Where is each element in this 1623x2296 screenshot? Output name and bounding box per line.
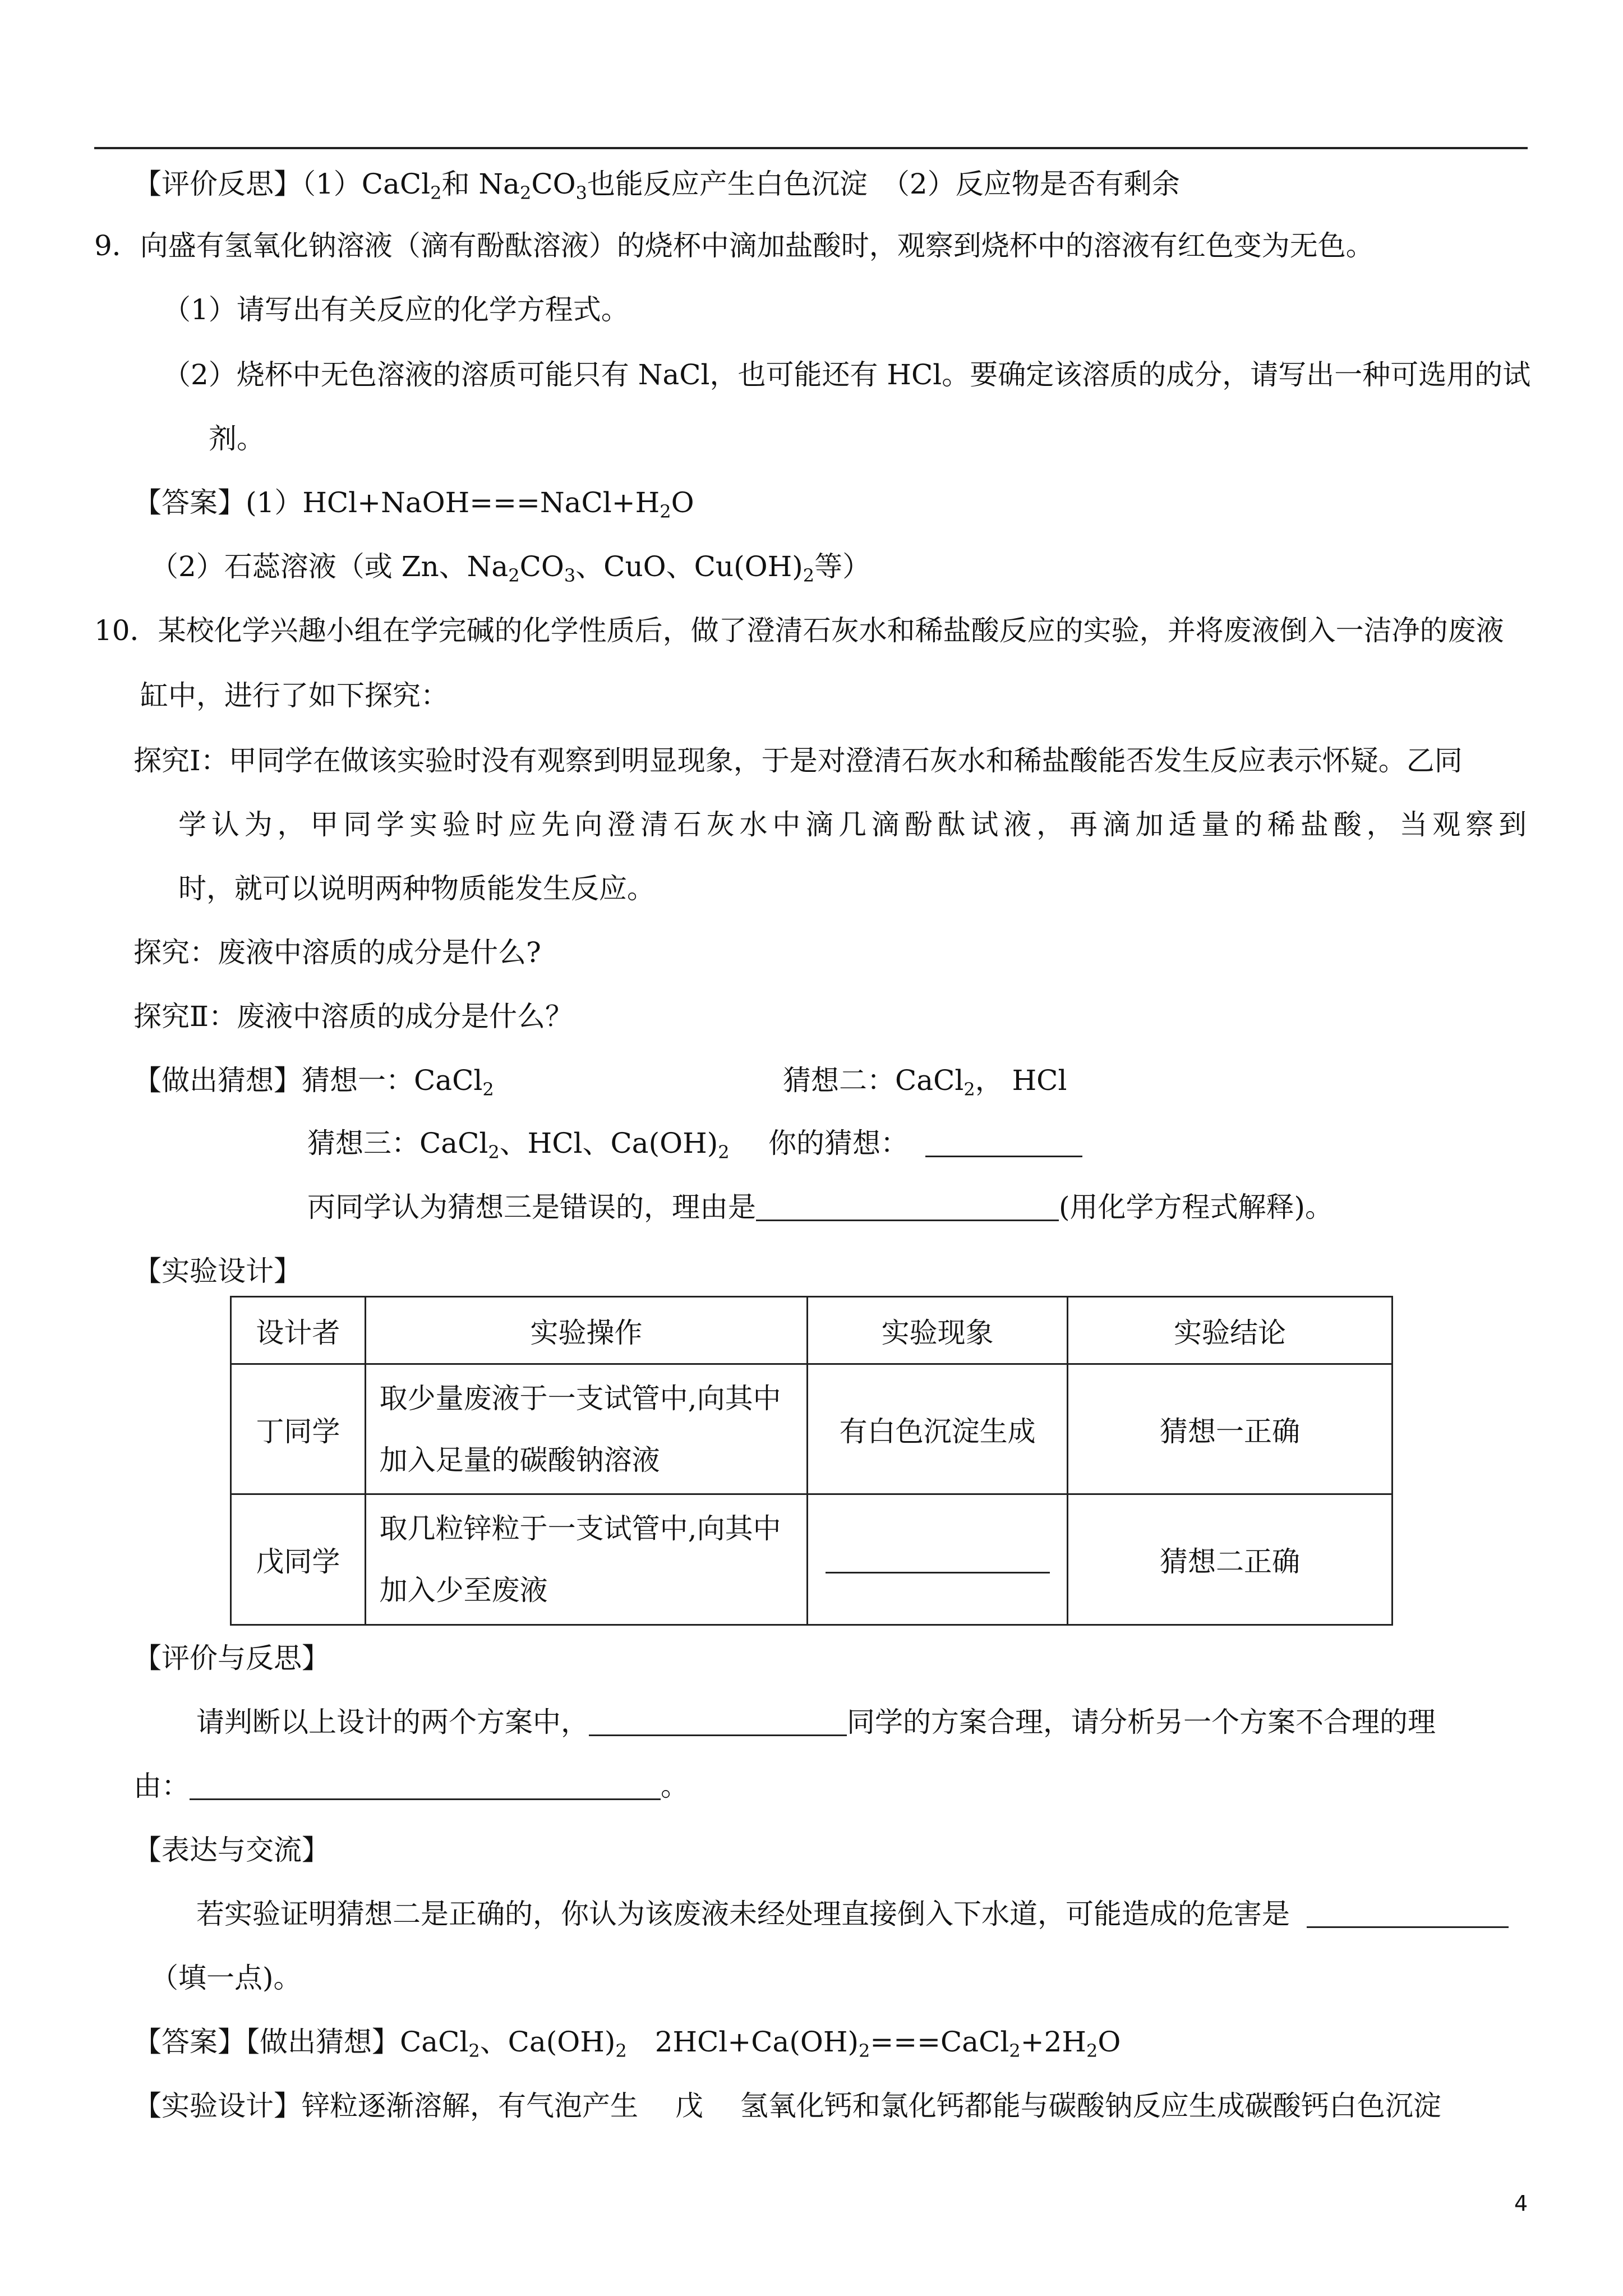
answer-9-part-2: （2）石蕊溶液（或 Zn、$Na_2CO_3$、CuO、$Cu(OH)_2$等） [150,550,871,586]
expression-line-2: （填一点)。 [150,1962,302,1994]
header-phenomenon: 实验现象 [808,1297,1068,1364]
section-experiment-design: 【实验设计】 [133,1255,302,1287]
table-row [231,1364,1393,1494]
answer-9-part-1: 【答案】$(1)HCl+NaOH===NaCl+H_2O$ [133,486,694,522]
inquiry-1-cont: 学认为，甲同学实验时应先向澄清石灰水中滴几滴酚酞试液，再滴加适量的稀盐酸，当观察到 [178,808,1527,841]
cell-conclusion: 猜想二正确 [1068,1494,1393,1625]
header-rule [94,147,1528,149]
answer-10-line-1: 【答案】【做出猜想】CaCl$_2$、$Ca(OH)_2$ $2HCl+Ca(OH)_2===CaCl_2+2H_2O$ [133,2026,1121,2062]
question-9-part-1: （1）请写出有关反应的化学方程式。 [163,293,629,326]
equation-blank[interactable] [756,1191,1059,1221]
header-designer: 设计者 [231,1297,366,1364]
question-10: 10．某校化学兴趣小组在学完碱的化学性质后，做了澄清石灰水和稀盐酸反应的实验，并将废液倒入一洁净的废液 [94,614,1504,647]
header-conclusion: 实验结论 [1068,1297,1393,1364]
hypothesis-3-reason: 丙同学认为猜想三是错误的，理由是 (用化学方程式解释)。 [307,1191,1334,1223]
cell-phenomenon: 有白色沉淀生成 [808,1364,1068,1494]
question-9: 9．向盛有氢氧化钠溶液（滴有酚酞溶液）的烧杯中滴加盐酸时，观察到烧杯中的溶液有红色变为无色。 [94,229,1374,262]
question-10-cont: 缸中，进行了如下探究： [140,679,449,712]
inquiry-1: 探究Ⅰ：甲同学在做该实验时没有观察到明显现象，于是对澄清石灰水和稀盐酸能否发生反应表示怀疑。乙同 [133,744,1463,777]
evaluation-line-2: 由： 。 [133,1770,689,1802]
inquiry-1-end: 时，就可以说明两种物质能发生反应。 [178,872,655,905]
table-header-row [231,1297,1393,1364]
cell-phenomenon-blank[interactable] [808,1494,1068,1625]
harm-blank[interactable] [1307,1898,1509,1928]
section-expression: 【表达与交流】 [133,1834,330,1866]
table-row [231,1494,1393,1625]
reason-blank[interactable] [190,1770,661,1800]
prev-answer-line: 【评价反思】（1）CaCl$_2$和 $Na_2CO_3$也能反应产生白色沉淀 （2）反应物是否有剩余 [133,168,1180,204]
cell-designer: 丁同学 [231,1364,366,1494]
experiment-table [230,1296,1393,1626]
cell-designer: 戊同学 [231,1494,366,1625]
page-number: 4 [1514,2191,1528,2216]
hypothesis-1: 【做出猜想】猜想一：CaCl$_2$ [133,1064,494,1100]
hypothesis-3: 猜想三：CaCl$_2$、HCl、$Ca(OH)_2$ [307,1127,730,1163]
cell-conclusion: 猜想一正确 [1068,1364,1393,1494]
question-9-part-2: （2）烧杯中无色溶液的溶质可能只有 NaCl，也可能还有 HCl。要确定该溶质的成分，请写出一种可选用的试 [163,358,1531,391]
your-hypothesis: 你的猜想： [768,1126,1082,1160]
section-evaluation: 【评价与反思】 [133,1642,330,1674]
inquiry-question: 探究：废液中溶质的成分是什么? [133,936,541,969]
header-operation: 实验操作 [365,1297,807,1364]
inquiry-2: 探究Ⅱ：废液中溶质的成分是什么？ [133,1000,573,1033]
evaluation-line-1: 请判断以上设计的两个方案中， 同学的方案合理，请分析另一个方案不合理的理 [196,1706,1436,1738]
cell-operation: 取几粒锌粒于一支试管中,向其中 加入少至废液 [365,1494,807,1625]
answer-10-line-2: 【实验设计】锌粒逐渐溶解，有气泡产生 戊 氢氧化钙和氯化钙都能与碳酸钠反应生成碳酸钙白色沉淀 [133,2090,1441,2122]
hypothesis-2: 猜想二：CaCl$_2$， HCl [783,1064,1067,1100]
your-hypothesis-blank[interactable] [925,1128,1082,1157]
cell-operation: 取少量废液于一支试管中,向其中 加入足量的碳酸钠溶液 [365,1364,807,1494]
question-9-part-2-cont: 剂。 [209,422,265,455]
student-blank[interactable] [589,1706,847,1736]
expression-line-1: 若实验证明猜想二是正确的，你认为该废液未经处理直接倒入下水道，可能造成的危害是 [196,1897,1509,1931]
